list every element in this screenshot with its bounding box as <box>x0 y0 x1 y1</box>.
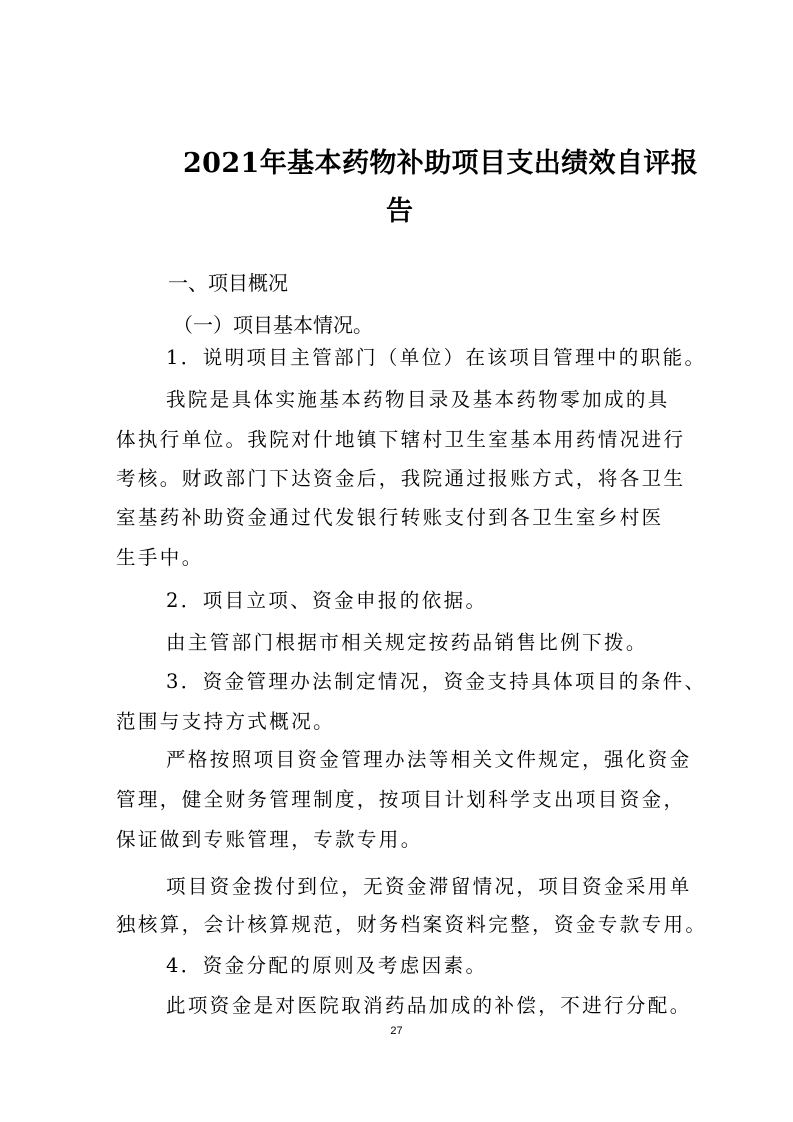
report-title-line-1: 2021年基本药物补助项目支出绩效自评报 <box>183 148 699 179</box>
paragraph-line: 室基药补助资金通过代发银行转账支付到各卫生室乡村医 <box>116 506 664 529</box>
paragraph-line: 独核算，会计核算规范，财务档案资料完整，资金专款专用。 <box>116 913 708 936</box>
paragraph-line: 我院是具体实施基本药物目录及基本药物零加成的具 <box>166 388 670 411</box>
section-heading-project-overview: 一、项目概况 <box>168 271 288 295</box>
paragraph-line: 严格按照项目资金管理办法等相关文件规定，强化资金 <box>166 748 692 771</box>
paragraph-line: 此项资金是对医院取消药品加成的补偿，不进行分配。 <box>166 994 692 1017</box>
paragraph-line: 考核。财政部门下达资金后，我院通过报账方式，将各卫生 <box>116 467 686 490</box>
paragraph-line: 2．项目立项、资金申报的依据。 <box>166 589 488 612</box>
subsection-heading-basic-situation: （一）项目基本情况。 <box>173 313 373 337</box>
paragraph-line: 管理，健全财务管理制度，按项目计划科学支出项目资金， <box>116 788 686 811</box>
page-number: 27 <box>390 1025 403 1037</box>
paragraph-line: 由主管部门根据市相关规定按药品销售比例下拨。 <box>166 631 648 654</box>
paragraph-line: 项目资金拨付到位，无资金滞留情况，项目资金采用单 <box>166 875 692 898</box>
report-title-line-2: 告 <box>386 196 413 227</box>
paragraph-line: 保证做到专账管理，专款专用。 <box>116 828 423 851</box>
paragraph-line: 生手中。 <box>116 546 204 569</box>
paragraph-line: 3．资金管理办法制定情况，资金支持具体项目的条件、 <box>166 670 707 693</box>
paragraph-line: 体执行单位。我院对什地镇下辖村卫生室基本用药情况进行 <box>116 428 686 451</box>
paragraph-line: 1．说明项目主管部门（单位）在该项目管理中的职能。 <box>166 346 707 369</box>
paragraph-line: 范围与支持方式概况。 <box>116 710 336 733</box>
paragraph-line: 4．资金分配的原则及考虑因素。 <box>166 954 488 977</box>
